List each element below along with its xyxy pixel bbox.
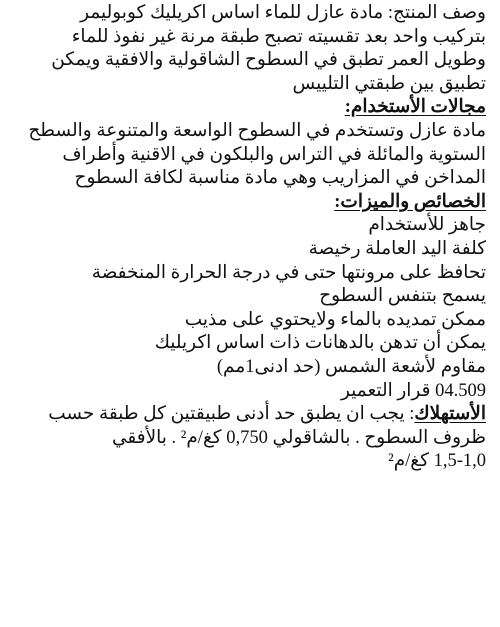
usage-heading bbox=[14, 96, 486, 120]
feature-item: ممكن تمديده بالماء ولايحتوي على مذيب bbox=[184, 309, 486, 330]
feature-item: تحافظ على مرونتها حتى في درجة الحرارة المنخفضة bbox=[91, 262, 486, 283]
features-section bbox=[14, 191, 486, 403]
consumption-line bbox=[14, 403, 486, 427]
consumption-section bbox=[14, 403, 486, 474]
description-line: وطويل العمر تطبق في السطوح الشاقولية والافقية ويمكن bbox=[51, 50, 486, 71]
usage-line: المداخن في المزاريب وهي مادة مناسبة لكافة السطوح bbox=[74, 168, 486, 189]
usage-line: مادة عازل وتستخدم في السطوح الواسعة والمتنوعة والسطح bbox=[28, 120, 486, 141]
product-description bbox=[14, 2, 486, 96]
description-line: وصف المنتج: مادة عازل للماء اساس اكريليك كوبوليمر bbox=[80, 3, 486, 23]
usage-heading-text: مجالات الأستخدام: bbox=[344, 97, 486, 118]
feature-item: جاهز للأستخدام bbox=[368, 215, 486, 236]
consumption-label: الأستهلاك bbox=[414, 404, 486, 425]
features-heading bbox=[14, 191, 486, 215]
description-line: بتركيب واحد بعد تقسيته تصبح طبقة مرنة غير نفوذ للماء bbox=[71, 26, 486, 47]
feature-item: 04.509 قرار التعمير bbox=[340, 380, 486, 401]
usage-section bbox=[14, 96, 486, 190]
feature-item: يمكن أن تدهن بالدهانات ذات اساس اكريليك bbox=[154, 333, 486, 354]
description-line: تطبيق بين طبقتي التلييس bbox=[292, 73, 486, 94]
feature-item: يسمح بتنفس السطوح bbox=[319, 286, 486, 307]
features-heading-text: الخصائص والميزات: bbox=[334, 191, 486, 212]
usage-line: الستوية والمائلة في التراس والبلكون في الاقنية وأطراف bbox=[62, 144, 486, 165]
consumption-line: 1,5-1,0 كغ/م² bbox=[388, 451, 486, 472]
feature-item: مقاوم لأشعة الشمس (حد ادنى1مم) bbox=[216, 356, 486, 377]
feature-item: كلفة اليد العاملة رخيصة bbox=[308, 238, 486, 259]
consumption-line: ظروف السطوح . بالشاقولي 0,750 كغ/م² . بالأفقي bbox=[111, 427, 486, 448]
consumption-text: : يجب ان يطبق حد أدنى طبيقتين كل طبقة حسب bbox=[48, 404, 415, 425]
